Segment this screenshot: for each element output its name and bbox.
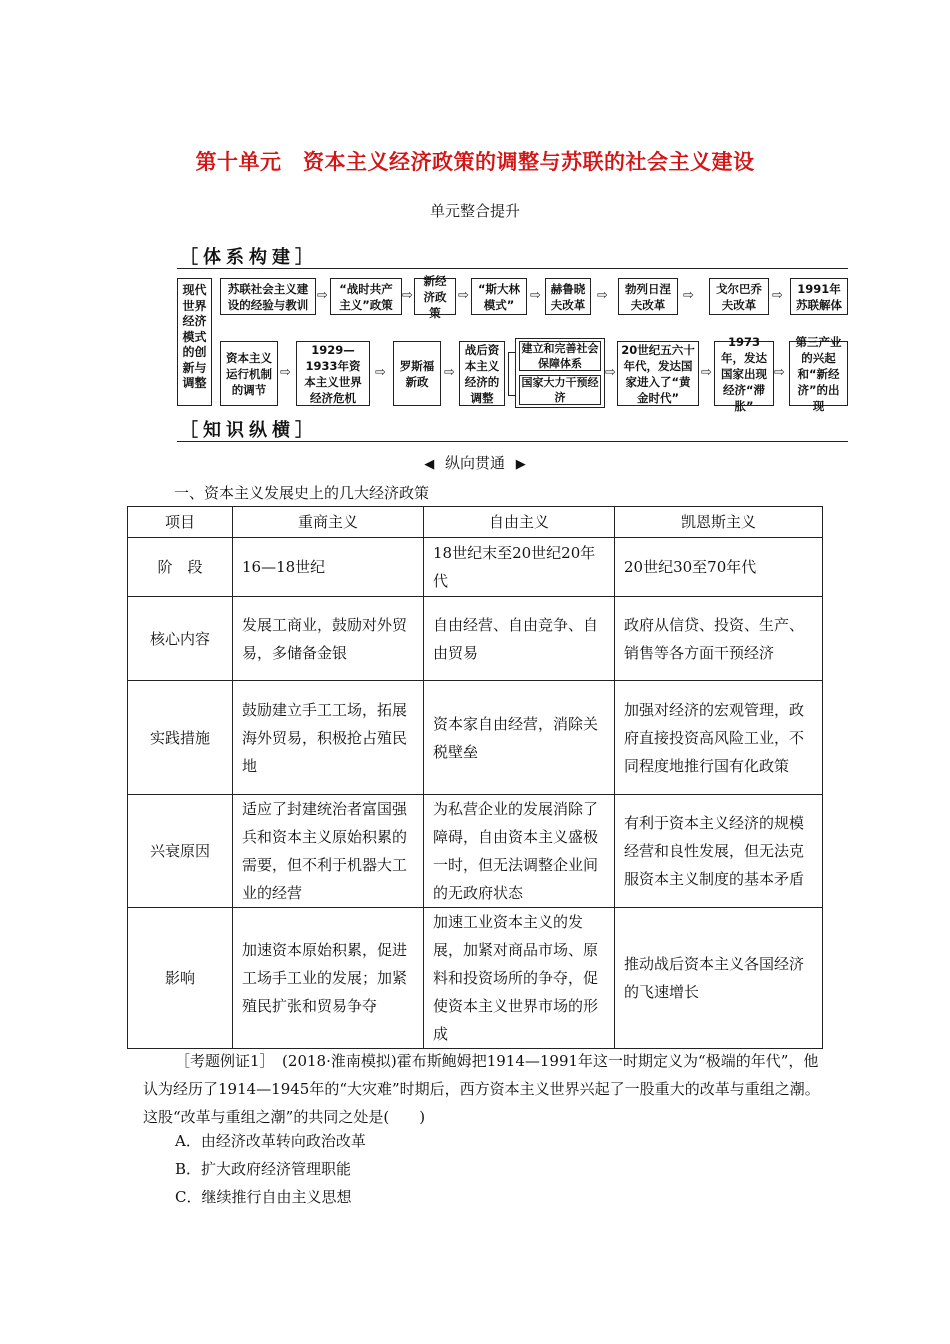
arrow-icon: ⇨ — [530, 288, 541, 303]
table-cell: 核心内容 — [128, 597, 233, 681]
arrow-icon: ⇨ — [597, 288, 608, 303]
divider-top — [177, 268, 848, 269]
example-question: ［考题例证1］ (2018·淮南模拟)霍布斯鲍姆把1914—1991年这一时期定义为“极端的年代”，他认为经历了1914—1945年的“大灾难”时期后，西方资本主义世界兴起了一股重大的改革与重组之潮。这股“改革与重组之潮”的共同之处是( ) — [143, 1052, 820, 1126]
arrow-icon: ⇨ — [402, 288, 413, 303]
node-great-depression: 1929—1933年资本主义世界经济危机 — [296, 341, 370, 406]
table-header: 凯恩斯主义 — [615, 507, 823, 538]
divider-bottom — [177, 441, 848, 442]
table-row — [128, 538, 823, 597]
arrow-icon: ⇨ — [774, 365, 785, 380]
option-c: C．继续推行自由主义思想 — [175, 1188, 352, 1206]
arrow-icon: ⇨ — [458, 288, 469, 303]
node-stagflation: 1973年，发达国家出现经济“滞胀” — [714, 341, 774, 406]
node-new-economy: 第三产业的兴起和“新经济”的出现 — [789, 341, 848, 406]
section-1-title: 一、资本主义发展史上的几大经济政策 — [174, 484, 430, 502]
table-row — [128, 795, 823, 908]
table-cell: 阶 段 — [128, 538, 233, 597]
bracket — [508, 352, 515, 396]
section-knowledge-heading: ［知识纵横］ — [180, 420, 318, 441]
left-triangle-icon: ◀ — [424, 457, 435, 472]
table-cell: 推动战后资本主义各国经济的飞速增长 — [615, 908, 823, 1049]
table-cell: 加速资本原始积累，促进工场手工业的发展；加紧殖民扩张和贸易争夺 — [233, 908, 424, 1049]
node-state-intervention: 国家大力干预经济 — [519, 375, 601, 405]
arrow-icon: ⇨ — [280, 365, 291, 380]
option-a: A．由经济改革转向政治改革 — [175, 1132, 366, 1150]
arrow-icon: ⇨ — [375, 365, 386, 380]
table-header: 自由主义 — [424, 507, 615, 538]
page-subtitle: 单元整合提升 — [429, 202, 520, 220]
table-row — [128, 908, 823, 1049]
section-system-heading: ［体系构建］ — [180, 247, 318, 268]
node-capitalism-mechanism: 资本主义运行机制的调节 — [220, 341, 278, 406]
diagram-root-label: 现代 世界 经济 模式 的创 新与 调整 — [177, 278, 212, 406]
node-postwar-adjustment: 战后资本主义经济的调整 — [459, 341, 505, 406]
node-soviet-lessons: 苏联社会主义建设的经验与教训 — [220, 278, 316, 315]
arrow-icon: ⇨ — [444, 365, 455, 380]
table-cell: 16—18世纪 — [233, 538, 424, 597]
table-cell: 18世纪末至20世纪20年代 — [424, 538, 615, 597]
table-row — [128, 681, 823, 795]
table-cell: 政府从信贷、投资、生产、销售等各方面干预经济 — [615, 597, 823, 681]
table-cell: 加速工业资本主义的发展，加紧对商品市场、原料和投资场所的争夺，促使资本主义世界市场的形成 — [424, 908, 615, 1049]
arrow-icon: ⇨ — [605, 365, 616, 380]
node-ussr-collapse: 1991年苏联解体 — [790, 278, 848, 315]
table-cell: 影响 — [128, 908, 233, 1049]
table-cell: 自由经营、自由竞争、自由贸易 — [424, 597, 615, 681]
table-cell: 为私营企业的发展消除了障碍，自由资本主义盛极一时，但无法调整企业间的无政府状态 — [424, 795, 615, 908]
option-b: B．扩大政府经济管理职能 — [175, 1160, 352, 1178]
table-cell: 实践措施 — [128, 681, 233, 795]
table-cell: 兴衰原因 — [128, 795, 233, 908]
table-row — [128, 597, 823, 681]
node-nep: 新经济政策 — [414, 278, 456, 315]
table-cell: 鼓励建立手工工场，拓展海外贸易，积极抢占殖民地 — [233, 681, 424, 795]
node-social-security: 建立和完善社会保障体系 — [519, 341, 601, 371]
node-gorbachev: 戈尔巴乔夫改革 — [709, 278, 769, 315]
node-new-deal: 罗斯福新政 — [393, 341, 441, 406]
table-header-row — [128, 507, 823, 538]
right-triangle-icon: ▶ — [515, 457, 526, 472]
arrow-icon: ⇨ — [701, 365, 712, 380]
arrow-icon: ⇨ — [772, 288, 783, 303]
node-khrushchev: 赫鲁晓夫改革 — [545, 278, 591, 315]
node-stalin-model: “斯大林模式” — [471, 278, 527, 315]
table-header: 重商主义 — [233, 507, 424, 538]
table-header: 项目 — [128, 507, 233, 538]
node-war-communism: “战时共产主义”政策 — [330, 278, 402, 315]
page-title: 第十单元 资本主义经济政策的调整与苏联的社会主义建设 — [195, 150, 755, 174]
table-cell: 加强对经济的宏观管理，政府直接投资高风险工业，不同程度地推行国有化政策 — [615, 681, 823, 795]
arrow-icon: ⇨ — [683, 288, 694, 303]
node-golden-age: 20世纪五六十年代，发达国家进入了“黄金时代” — [617, 341, 699, 406]
node-brezhnev: 勃列日涅夫改革 — [618, 278, 678, 315]
policy-table — [127, 506, 823, 1049]
table-cell: 有利于资本主义经济的规模经营和良性发展，但无法克服资本主义制度的基本矛盾 — [615, 795, 823, 908]
table-cell: 资本家自由经营，消除关税壁垒 — [424, 681, 615, 795]
arrow-icon: ⇨ — [317, 288, 328, 303]
zongxiang-heading: ◀ 纵向贯通 ▶ — [424, 454, 526, 472]
table-cell: 适应了封建统治者富国强兵和资本主义原始积累的需要，但不利于机器大工业的经营 — [233, 795, 424, 908]
table-cell: 发展工商业，鼓励对外贸易，多储备金银 — [233, 597, 424, 681]
table-cell: 20世纪30至70年代 — [615, 538, 823, 597]
